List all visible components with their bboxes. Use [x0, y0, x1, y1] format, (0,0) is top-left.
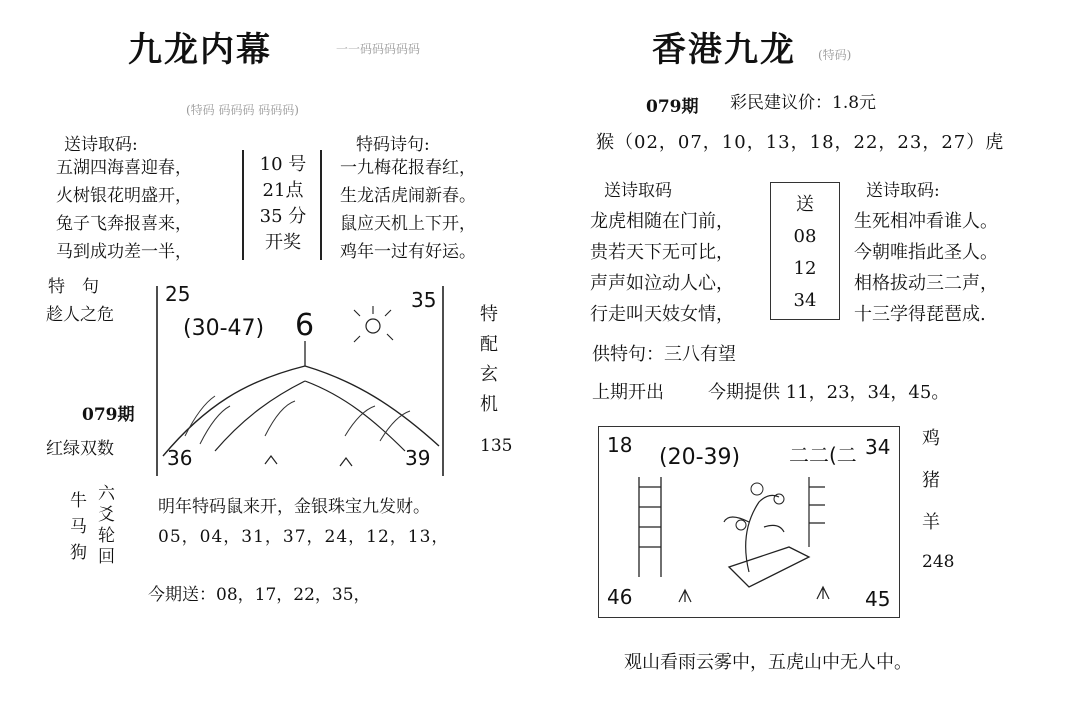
chart-top-right-number: 34 — [865, 435, 891, 459]
divider-line — [242, 150, 244, 260]
right-special-phrase: 供特句：三八有望 — [592, 344, 736, 365]
draw-time-line: 10 号 — [259, 154, 307, 175]
gift-box-content — [771, 183, 839, 317]
left-title: 九龙内幕 — [128, 30, 272, 70]
poem-line: 声声如泣动人心， — [590, 273, 734, 294]
poem-line: 马到成功差一半， — [56, 242, 192, 262]
left-title-note: 一一码码码码码 — [336, 42, 421, 56]
left-subtitle: (特码 码码码 码码码) — [186, 103, 299, 117]
right-issue: 079期 — [646, 97, 699, 117]
draw-time-line: 35 分 — [259, 206, 307, 227]
chart-bottom-left-number: 46 — [607, 585, 633, 609]
special-poem — [340, 154, 476, 266]
special-poem-line: 一九梅花报春红， — [340, 158, 476, 178]
chart-digit: 6 — [295, 308, 315, 343]
poem-line: 行走叫天妓女情， — [590, 304, 734, 325]
cycle-char: 狗 — [70, 543, 87, 563]
cycle-char: 六 — [98, 484, 115, 504]
right-poem-label-right: 送诗取码: — [866, 181, 940, 201]
side-char: 机 — [480, 394, 498, 415]
right-footer: 观山看雨云雾中，五虎山中无人中。 — [624, 652, 912, 673]
side-char: 鸡 — [922, 428, 940, 449]
special-poem-line: 鼠应天机上下开， — [340, 214, 476, 234]
cycle-char: 牛 — [70, 491, 87, 511]
poem-line: 火树银花明盛开， — [56, 186, 192, 206]
cycle-char: 回 — [98, 547, 115, 567]
cycle-char: 马 — [70, 517, 87, 537]
red-green-label: 红绿双数 — [46, 439, 114, 459]
gift-number: 12 — [793, 258, 817, 279]
next-year-line: 明年特码鼠来开，金银珠宝九发财。 — [158, 497, 430, 517]
side-char: 猪 — [922, 470, 940, 491]
side-char: 玄 — [480, 364, 498, 385]
gift-number: 08 — [793, 226, 817, 247]
special-phrase: 趁人之危 — [46, 305, 114, 325]
chart-bottom-right-number: 45 — [865, 587, 891, 611]
poem-line: 兔子飞奔报喜来， — [56, 214, 192, 234]
chart-top-left-number: 25 — [165, 282, 191, 306]
poem-line: 今朝唯指此圣人。 — [854, 242, 998, 263]
right-title: 香港九龙 — [652, 30, 796, 70]
gift-box — [770, 182, 840, 320]
special-poem-line: 生龙活虎闹新春。 — [340, 186, 476, 206]
right-title-note: (特码) — [818, 48, 852, 62]
side-char: 羊 — [922, 512, 940, 533]
right-chart — [598, 426, 900, 618]
poem-code-label: 送诗取码: — [64, 135, 138, 155]
gift-number: 34 — [793, 290, 817, 311]
poem-line: 生死相冲看谁人。 — [854, 211, 998, 232]
poem-line: 相格拔动三二声， — [854, 273, 998, 294]
cycle-char: 轮 — [98, 526, 115, 546]
left-chart — [155, 282, 447, 476]
special-poem-line: 鸡年一过有好运。 — [340, 242, 476, 262]
divider-line — [320, 150, 322, 260]
right-side-vertical — [922, 418, 940, 544]
side-vertical-text — [480, 300, 498, 420]
draw-time-line: 21点 — [262, 180, 304, 201]
chart-bottom-left-number: 36 — [167, 446, 193, 470]
right-right-poem — [854, 206, 998, 330]
chart-bottom-right-number: 39 — [405, 446, 431, 470]
right-side-number: 248 — [922, 552, 955, 572]
poem-line: 贵若天下无可比， — [590, 242, 734, 263]
side-number: 135 — [480, 436, 513, 456]
chart-range-2: 二二(二 — [789, 443, 857, 467]
left-poem — [56, 154, 192, 266]
this-issue-left: 今期送：08，17，22，35， — [148, 585, 371, 605]
cycle-col2 — [98, 484, 115, 568]
draw-time — [248, 152, 318, 256]
price: 彩民建议价：1.8元 — [730, 93, 877, 113]
numbers-line: 05，04，31，37，24，12，13， — [158, 527, 450, 547]
special-phrase-label: 特 句 — [48, 277, 99, 297]
side-char: 配 — [480, 334, 498, 355]
right-left-poem — [590, 206, 734, 330]
poem-line: 五湖四海喜迎春， — [56, 158, 192, 178]
last-issue: 上期开出 — [592, 382, 664, 403]
zodiac-line: 猴（02，07，10，13，18，22，23，27）虎 — [596, 132, 1005, 153]
chart-top-left-number: 18 — [607, 433, 633, 457]
cycle-char: 爻 — [98, 505, 115, 525]
left-issue: 079期 — [82, 405, 135, 425]
this-issue-right: 今期提供 11，23，34，45。 — [708, 382, 950, 403]
gift-char: 送 — [796, 194, 814, 215]
cycle-col1 — [70, 488, 87, 566]
side-char: 特 — [480, 304, 498, 325]
chart-range: (30-47) — [183, 316, 265, 341]
right-poem-label-left: 送诗取码 — [604, 181, 672, 201]
poem-line: 龙虎相随在门前， — [590, 211, 734, 232]
special-poem-label: 特码诗句: — [356, 135, 430, 155]
chart-top-right-number: 35 — [411, 288, 437, 312]
chart-range: (20-39) — [659, 445, 741, 470]
draw-time-line: 开奖 — [265, 232, 301, 253]
poem-line: 十三学得琵琶成. — [854, 304, 986, 325]
